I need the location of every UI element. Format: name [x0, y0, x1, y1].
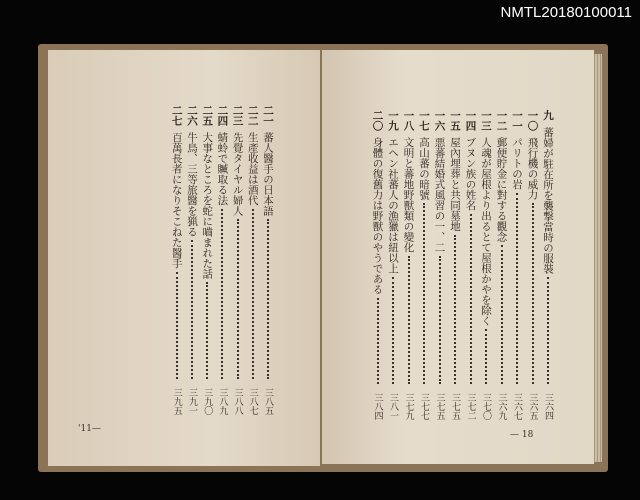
- leader-dots: [221, 209, 223, 380]
- entry-page: 三八七: [247, 388, 258, 415]
- entry-number: 二七: [170, 105, 183, 126]
- entry-title: パリトの岩: [511, 137, 523, 190]
- entry-page: 三七七: [419, 393, 429, 420]
- page-footer: '11—: [78, 424, 101, 434]
- entry-number: 二〇: [371, 110, 384, 131]
- leader-dots: [191, 240, 193, 379]
- entry-title: 生產收益は酒代: [246, 132, 259, 206]
- entry-number: 一六: [433, 110, 446, 131]
- entry-number: 九: [542, 110, 554, 121]
- entry-title: 先覺タイヤル婦人: [231, 132, 244, 216]
- entry-title: 人魂が屋根より出るとて屋根かやを除く: [480, 137, 492, 326]
- leader-dots: [547, 277, 549, 385]
- entry-title: 屋內埋葬と共同墓地: [449, 137, 461, 232]
- entry-title: 百萬長者になりそこねた醫手: [170, 132, 183, 269]
- entry-page: 三九五: [171, 388, 182, 415]
- entry-number: 一七: [418, 110, 430, 131]
- leader-dots: [532, 203, 534, 384]
- entry-number: 二四: [216, 105, 229, 126]
- entry-page: 三八四: [372, 393, 383, 420]
- leader-dots: [423, 203, 425, 384]
- toc-entry: [372, 110, 384, 420]
- toc-entry: [418, 110, 430, 420]
- entry-number: 二三: [231, 105, 244, 126]
- entry-number: 一四: [464, 110, 477, 131]
- toc-entry: [449, 110, 461, 420]
- toc-entry: [542, 110, 554, 420]
- toc-entry: [216, 105, 228, 415]
- leader-dots: [439, 256, 441, 385]
- leader-dots: [377, 298, 379, 385]
- entry-page: 三八九: [217, 388, 228, 415]
- leader-dots: [470, 214, 472, 385]
- entry-title: 文明と蕃地野獸類の變化: [402, 137, 415, 253]
- entry-page: 三八八: [232, 388, 243, 415]
- entry-page: 三九一: [187, 388, 197, 415]
- entry-title: 悪蕃結婚式風習の一、二: [433, 137, 446, 253]
- page-footer: — 18: [510, 430, 534, 440]
- archive-id-label: NMTL20180100011: [500, 4, 632, 21]
- toc-entry: [403, 110, 415, 420]
- entry-page: 三七五: [434, 393, 445, 420]
- toc-entry: [171, 105, 183, 415]
- toc-entry: [434, 110, 446, 420]
- leader-dots: [454, 235, 456, 385]
- entry-number: 二五: [201, 105, 214, 126]
- toc-entry: [527, 110, 539, 420]
- entry-page: 三七九: [403, 393, 414, 420]
- toc-entry: [247, 105, 259, 415]
- entry-number: 一八: [402, 110, 415, 131]
- entry-title: エヘン社蕃人の漁獵は紐以上: [387, 137, 399, 274]
- leader-dots: [267, 219, 269, 379]
- entry-number: 一九: [387, 110, 399, 131]
- entry-number: 一一: [511, 110, 523, 131]
- toc-entry: [480, 110, 492, 420]
- leader-dots: [501, 245, 503, 384]
- entry-number: 一五: [449, 110, 461, 131]
- entry-number: 一三: [480, 110, 492, 131]
- entry-title: 大事なところを蛇に嚙まれた話: [201, 132, 214, 279]
- entry-number: 二六: [186, 105, 198, 126]
- leader-dots: [485, 329, 487, 384]
- leader-dots: [408, 256, 410, 385]
- toc-entry: [201, 105, 213, 415]
- leader-dots: [176, 272, 178, 380]
- entry-page: 三七五: [450, 393, 460, 420]
- entry-page: 三八一: [388, 393, 398, 420]
- entry-page: 三六四: [543, 393, 553, 420]
- entry-number: 二二: [246, 105, 259, 126]
- leader-dots: [206, 282, 208, 379]
- entry-title: 牛鳥、三等旅醫を猟る: [186, 132, 198, 237]
- toc-entry: [496, 110, 508, 420]
- entry-title: 身體の復舊力は野獸のやうである: [371, 137, 384, 295]
- entry-title: 蜻蛉で贓取る法: [216, 132, 229, 206]
- entry-number: 一〇: [526, 110, 539, 131]
- entry-page: 三九〇: [202, 388, 213, 415]
- right-page: [322, 50, 594, 464]
- entry-page: 三八五: [263, 388, 273, 415]
- entry-title: 蕃人醫手の日本語: [262, 132, 274, 216]
- entry-number: 二一: [262, 105, 274, 126]
- leader-dots: [516, 193, 518, 385]
- toc-entry: [232, 105, 244, 415]
- toc-entry: [387, 110, 399, 420]
- leader-dots: [237, 219, 239, 379]
- entry-title: 高山蕃の暗號: [418, 137, 430, 200]
- left-page: [48, 50, 320, 466]
- entry-title: 郵便貯金に對する觀念: [495, 137, 508, 242]
- entry-title: 蕃婦が駐在所を襲撃當時の服裝: [542, 126, 554, 274]
- toc-entry: [511, 110, 523, 420]
- entry-title: ブヌン族の姓名: [464, 137, 477, 211]
- toc-entry: [465, 110, 477, 420]
- toc-entry: [262, 105, 274, 415]
- entry-page: 三六九: [496, 393, 507, 420]
- entry-title: 飛行機の威力: [526, 137, 539, 200]
- leader-dots: [392, 277, 394, 385]
- entry-page: 三七二: [465, 393, 476, 420]
- entry-page: 三六五: [527, 393, 538, 420]
- entry-number: 一二: [495, 110, 508, 131]
- entry-page: 三六七: [512, 393, 522, 420]
- leader-dots: [252, 209, 254, 380]
- toc-entry: [186, 105, 198, 415]
- entry-page: 三七〇: [481, 393, 491, 420]
